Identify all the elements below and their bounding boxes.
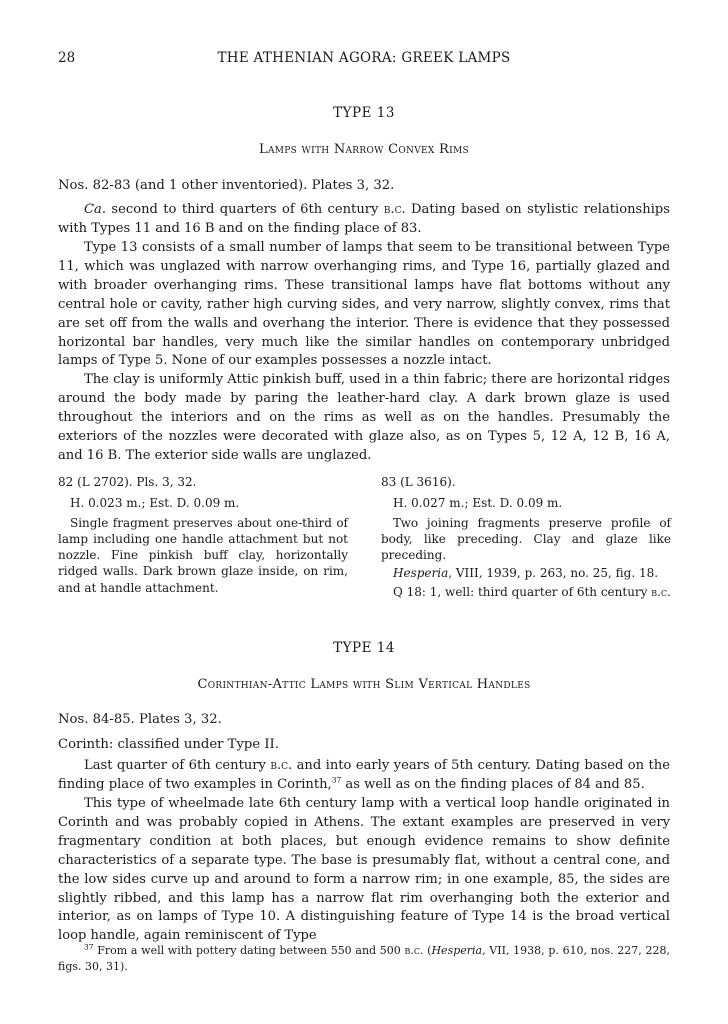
- type14-dating-paragraph: Last quarter of 6th century b.c. and into early years of 5th century. Dating based on the finding place of two examples in Corinth,$^{37}$ as well as on the finding places of 84 and 85.: [58, 758, 670, 792]
- entry-83-description: Two joining fragments preserve profile of body, like preceding. Clay and glaze like preceding.: [381, 515, 671, 563]
- type14-heading: TYPE 14: [333, 640, 395, 656]
- footnote-ref: 37: [331, 775, 342, 785]
- type13-nos: Nos. 82-83 (and 1 other inventoried). Plates 3, 32.: [58, 178, 395, 193]
- running-header: [58, 50, 670, 70]
- entry-83-dimensions: H. 0.027 m.; Est. D. 0.09 m.: [393, 496, 563, 511]
- type13-subheading: Lamps with Narrow Convex Rims: [259, 142, 469, 157]
- entry-82-title: 82 (L 2702). Pls. 3, 32.: [58, 475, 197, 489]
- entry-83-findspot: Q 18: 1, well: third quarter of 6th century b.c.: [393, 584, 671, 599]
- type13-clay-paragraph: The clay is uniformly Attic pinkish buff, used in a thin fabric; there are horizontal ridges around the body made by paring the leather-hard clay. A dark brown glaze is used throughout the interiors and on the rims as well as on the handles. Presumably the exteriors of the nozzles were decorated with glaze also, as on Types 5, 12 A, 12 B, 16 A, and 16 B. The exterior side walls are unglazed.: [58, 372, 670, 463]
- footnote: $^{37}$ From a well with pottery dating between 550 and 500 b.c. (Hesperia, VII, 1938, p. 610, nos. 227, 228, figs. 30, 31).: [58, 942, 670, 973]
- type13-description-paragraph: Type 13 consists of a small number of lamps that seem to be transitional between Type 11, which was unglazed with narrow overhanging rims, and Type 16, partially glazed and with broader overhanging rims. These transitional lamps have flat bottoms without any central hole or cavity, rather high curving sides, and very narrow, slightly convex, rims that are set off from the walls and overhang the interior. There is evidence that they possessed horizontal bar handles, very much like the similar handles on contemporary unbridged lamps of Type 5. None of our examples possesses a nozzle intact.: [58, 240, 670, 369]
- entry-83-title: 83 (L 3616).: [381, 475, 456, 489]
- entry-83-reference: Hesperia, VIII, 1939, p. 263, no. 25, fig. 18.: [393, 566, 659, 581]
- type14-description-paragraph: This type of wheelmade late 6th century lamp with a vertical loop handle originated in Corinth and was probably copied in Athens. The extant examples are preserved in very fragmentary condition at both places, but enough evidence remains to show definite characteristics of a separate type. The base is presumably flat, without a central cone, and the low sides curve up and around to form a narrow rim; in one example, 85, the sides are slightly ribbed, and this lamp has a narrow flat rim overhanging both the exterior and interior, as on lamps of Type 10. A distinguishing feature of Type 14 is the broad vertical loop handle, again reminiscent of Type: [58, 796, 670, 944]
- type14-corinth-note: Corinth: classified under Type II.: [58, 737, 279, 752]
- type14-subheading: Corinthian-Attic Lamps with Slim Vertical Handles: [197, 677, 531, 692]
- catalogue-entry-82: [58, 474, 348, 596]
- page-number: 28: [58, 50, 76, 66]
- type13-heading: TYPE 13: [333, 105, 395, 121]
- entry-82-description: Single fragment preserves about one-third of lamp including one handle attachment but not nozzle. Fine pinkish buff clay, horizontally ridged walls. Dark brown glaze inside, on rim, and at handle attachment.: [58, 515, 348, 595]
- running-title: THE ATHENIAN AGORA: GREEK LAMPS: [217, 50, 511, 66]
- type13-dating-paragraph: Ca. second to third quarters of 6th century b.c. Dating based on stylistic relationships with Types 11 and 16 B and on the finding place of 83.: [58, 202, 670, 236]
- type14-nos: Nos. 84-85. Plates 3, 32.: [58, 712, 222, 727]
- entry-82-dimensions: H. 0.023 m.; Est. D. 0.09 m.: [70, 496, 240, 511]
- catalogue-entry-83: [381, 474, 671, 600]
